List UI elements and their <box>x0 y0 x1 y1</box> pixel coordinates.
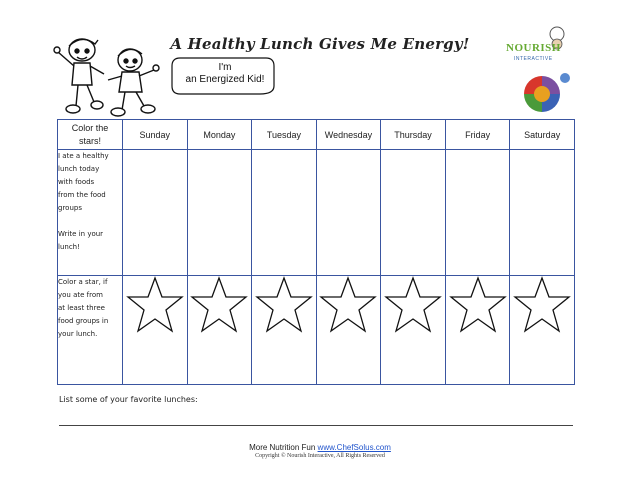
star-cell-thursday[interactable] <box>381 276 446 385</box>
star-cell-sunday[interactable] <box>123 276 188 385</box>
favorite-lunches-prompt: List some of your favorite lunches: <box>59 395 198 404</box>
star-icon[interactable] <box>512 276 572 334</box>
day-header-friday: Friday <box>445 120 510 150</box>
star-cell-saturday[interactable] <box>510 276 575 385</box>
star-cell-wednesday[interactable] <box>316 276 381 385</box>
star-icon[interactable] <box>189 276 249 334</box>
speech-bubble-text: I'm an Energized Kid! <box>185 62 265 85</box>
write-in-line[interactable] <box>59 425 573 426</box>
copyright-text: Copyright © Nourish Interactive, All Rights Reserved <box>255 453 385 459</box>
color-stars-header: Color the stars! <box>58 120 123 150</box>
page-title: A Healthy Lunch Gives Me Energy! <box>170 35 470 53</box>
footer <box>150 443 490 452</box>
star-row <box>58 276 575 385</box>
lunch-row-label: I ate a healthy lunch today with foods from the food groups Write in your lunch! <box>58 150 123 276</box>
star-icon[interactable] <box>125 276 185 334</box>
day-header-monday: Monday <box>187 120 252 150</box>
logo-name: NOURISH <box>506 42 561 54</box>
star-icon[interactable] <box>318 276 378 334</box>
lunch-row <box>58 150 575 276</box>
lunch-cell-thursday[interactable] <box>381 150 446 276</box>
star-icon[interactable] <box>254 276 314 334</box>
footer-text: More Nutrition Fun <box>249 443 318 452</box>
day-header-saturday: Saturday <box>510 120 575 150</box>
logo-tagline: INTERACTIVE <box>514 56 553 62</box>
kids-illustration <box>52 30 172 120</box>
lunch-cell-sunday[interactable] <box>123 150 188 276</box>
day-header-tuesday: Tuesday <box>252 120 317 150</box>
star-icon[interactable] <box>448 276 508 334</box>
lunch-cell-monday[interactable] <box>187 150 252 276</box>
lunch-cell-friday[interactable] <box>445 150 510 276</box>
day-header-wednesday: Wednesday <box>316 120 381 150</box>
star-cell-tuesday[interactable] <box>252 276 317 385</box>
day-header-thursday: Thursday <box>381 120 446 150</box>
weekly-lunch-chart <box>57 119 575 385</box>
star-icon[interactable] <box>383 276 443 334</box>
day-header-sunday: Sunday <box>123 120 188 150</box>
lunch-cell-tuesday[interactable] <box>252 150 317 276</box>
lunch-cell-saturday[interactable] <box>510 150 575 276</box>
star-cell-friday[interactable] <box>445 276 510 385</box>
nourish-logo <box>497 26 587 116</box>
star-row-label: Color a star, if you ate from at least three food groups in your lunch. <box>58 276 123 385</box>
star-cell-monday[interactable] <box>187 276 252 385</box>
days-header-row <box>58 120 575 150</box>
chefsolus-link[interactable]: www.ChefSolus.com <box>317 443 391 452</box>
lunch-cell-wednesday[interactable] <box>316 150 381 276</box>
